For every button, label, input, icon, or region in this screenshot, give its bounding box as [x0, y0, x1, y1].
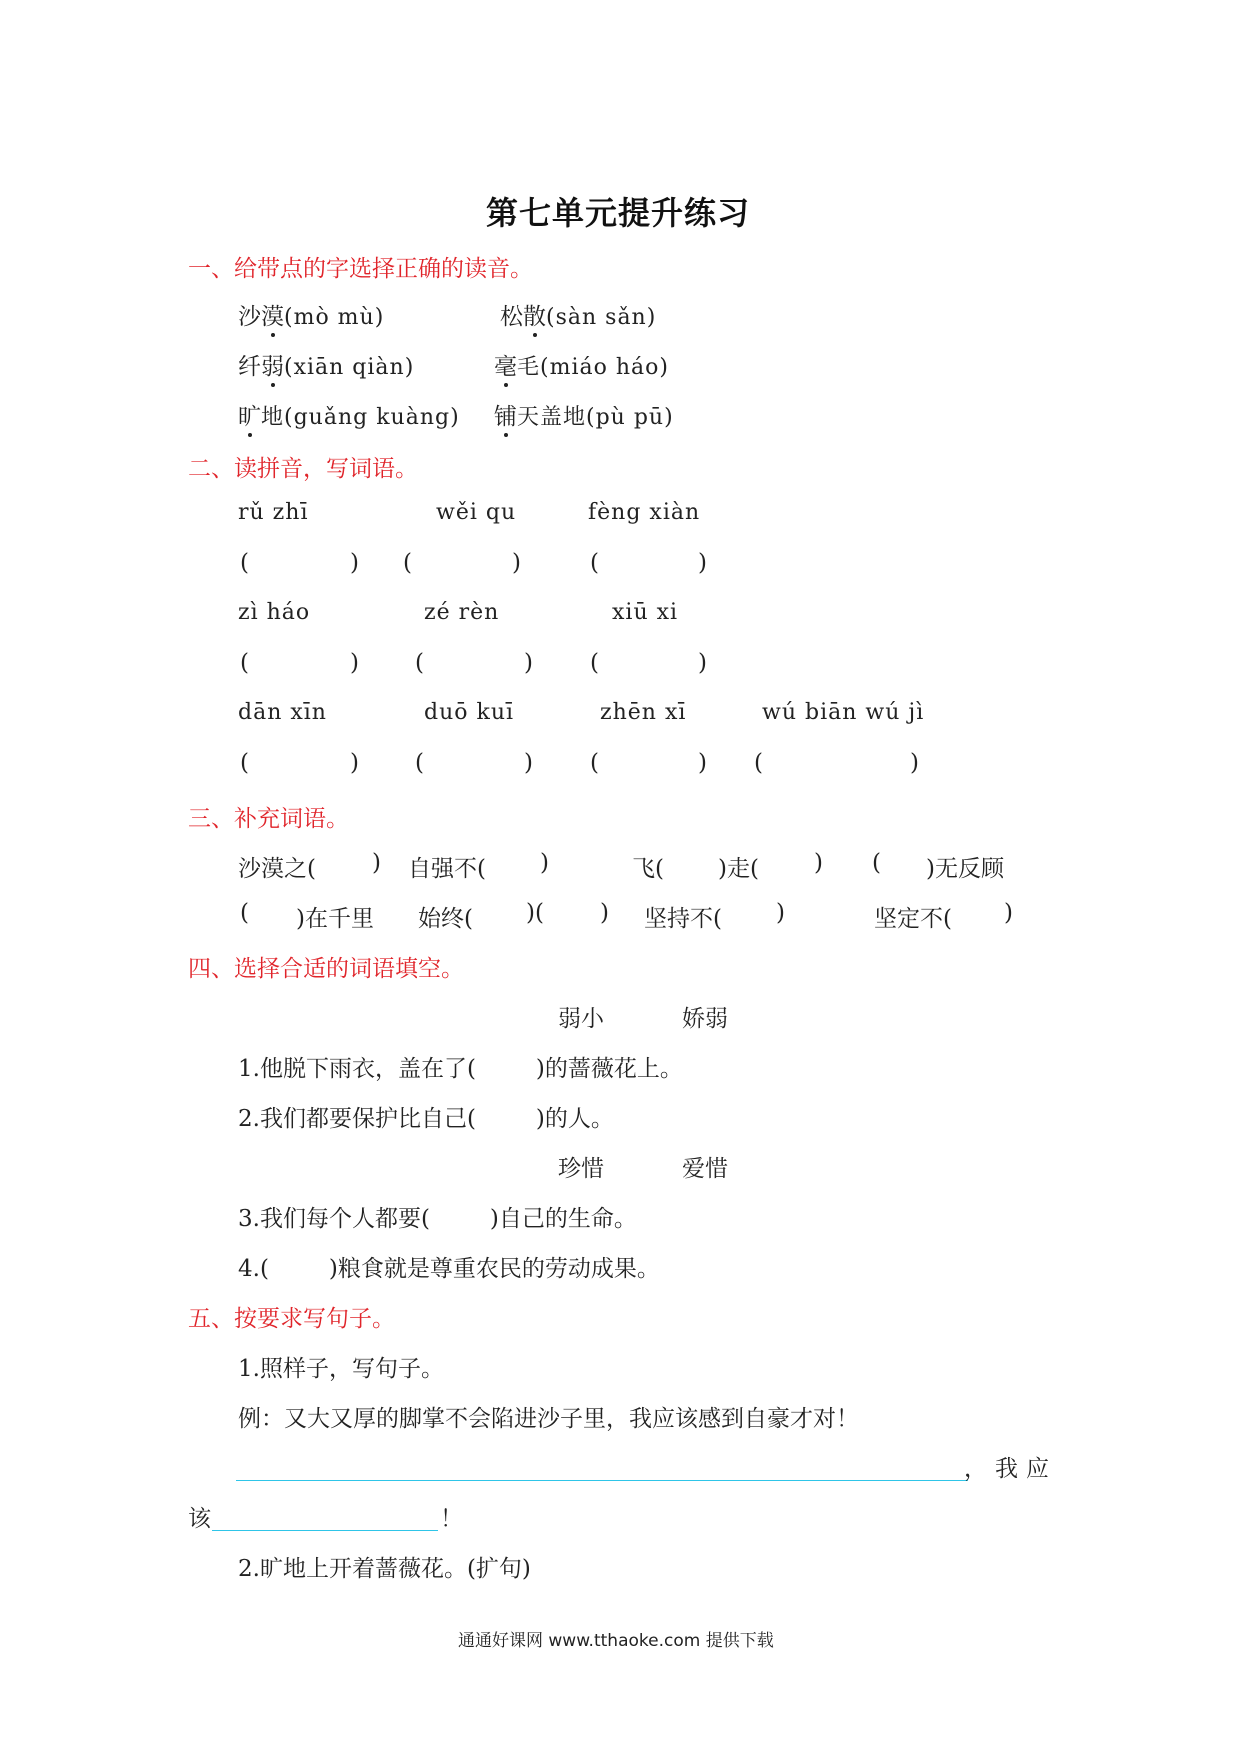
idiom-fragment: ) — [776, 900, 785, 926]
footer-source: 通通好课网 www.tthaoke.com 提供下载 — [458, 1631, 774, 1651]
answer-open-paren: ( — [590, 550, 599, 576]
answer-close-paren: ) — [910, 750, 919, 776]
pinyin-8: duō kuī — [424, 700, 515, 725]
idiom-fragment: 沙漠之( — [238, 856, 316, 882]
pron-item-5 — [238, 398, 460, 431]
idiom-fragment: 自强不( — [408, 856, 486, 882]
idiom-fragment: ) — [540, 850, 549, 876]
pinyin-6: xiū xi — [612, 600, 679, 625]
pinyin-3: fèng xiàn — [588, 500, 701, 525]
question-text: )的人。 — [535, 1106, 614, 1132]
answer-open-paren: ( — [240, 650, 249, 676]
question-1 — [238, 1050, 683, 1083]
pinyin-options: 毛(miáo háo) — [517, 355, 669, 380]
pinyin-options: (sàn sǎn) — [546, 305, 657, 330]
answer-open-paren: ( — [590, 750, 599, 776]
pinyin-4: zì háo — [238, 600, 311, 625]
word-choice: 爱惜 — [682, 1156, 728, 1182]
question-text: )自己的生命。 — [489, 1206, 637, 1232]
answer-open-paren: ( — [403, 550, 412, 576]
question-5-1: 1.照样子，写句子。 — [238, 1356, 444, 1382]
pinyin-1: rǔ zhī — [238, 500, 309, 525]
answer-line-1[interactable] — [236, 1480, 968, 1481]
dotted-char: 旷 — [238, 404, 261, 430]
dotted-char: 漠 — [261, 304, 284, 330]
item-text: 纤 — [238, 354, 261, 380]
dotted-char: 散 — [523, 304, 546, 330]
idiom-fragment: 坚持不( — [644, 906, 722, 932]
pinyin-7: dān xīn — [238, 700, 327, 725]
dotted-char: 毫 — [494, 354, 517, 380]
answer-open-paren: ( — [415, 650, 424, 676]
idiom-fragment: 始终( — [418, 906, 473, 932]
question-text: 4.( — [238, 1256, 269, 1282]
section-2-heading: 二、读拼音，写词语。 — [188, 456, 418, 482]
idiom-fragment: ) — [372, 850, 381, 876]
answer-open-paren: ( — [590, 650, 599, 676]
idiom-fragment: ( — [240, 900, 249, 926]
idiom-fragment: 坚定不( — [874, 906, 952, 932]
question-text: 3.我们每个人都要( — [238, 1206, 430, 1232]
answer-open-paren: ( — [415, 750, 424, 776]
word-choice: 弱小 — [558, 1006, 604, 1032]
dotted-char: 弱 — [261, 354, 284, 380]
answer-close-paren: ) — [698, 650, 707, 676]
answer-open-paren: ( — [240, 550, 249, 576]
page-title: 第七单元提升练习 — [486, 194, 751, 232]
question-text: )的蔷薇花上。 — [535, 1056, 683, 1082]
idiom-fragment: )走( — [718, 856, 759, 882]
question-4 — [238, 1250, 660, 1283]
section-5-heading: 五、按要求写句子。 — [188, 1306, 395, 1332]
idiom-fragment: )( — [526, 900, 544, 926]
pron-item-2 — [500, 298, 656, 331]
answer-close-paren: ) — [524, 650, 533, 676]
section-3-heading: 三、补充词语。 — [188, 806, 349, 832]
pinyin-options: 天盖地(pù pū) — [517, 405, 674, 430]
word-choice: 珍惜 — [558, 1156, 604, 1182]
question-text: )粮食就是尊重农民的劳动成果。 — [328, 1256, 660, 1282]
pinyin-options: 地(guǎng kuàng) — [261, 405, 460, 430]
pron-item-3 — [238, 348, 414, 381]
question-3 — [238, 1200, 637, 1233]
answer-close-paren: ) — [698, 750, 707, 776]
item-text: 沙 — [238, 304, 261, 330]
item-text: 松 — [500, 304, 523, 330]
line-tail-text: ！ — [440, 1506, 463, 1532]
pinyin-options: (xiān qiàn) — [284, 355, 415, 380]
answer-close-paren: ) — [524, 750, 533, 776]
answer-close-paren: ) — [512, 550, 521, 576]
idiom-fragment: 飞( — [632, 856, 664, 882]
pinyin-10: wú biān wú jì — [762, 700, 925, 725]
answer-close-paren: ) — [350, 650, 359, 676]
answer-open-paren: ( — [754, 750, 763, 776]
pinyin-2: wěi qu — [436, 500, 517, 525]
question-text: 1.他脱下雨衣，盖在了( — [238, 1056, 476, 1082]
answer-open-paren: ( — [240, 750, 249, 776]
idiom-fragment: ) — [1004, 900, 1013, 926]
line-lead-text: 该 — [188, 1506, 211, 1532]
answer-close-paren: ) — [350, 550, 359, 576]
word-choice: 娇弱 — [682, 1006, 728, 1032]
section-1-heading: 一、给带点的字选择正确的读音。 — [188, 256, 533, 282]
question-5-2: 2.旷地上开着蔷薇花。(扩句) — [238, 1556, 531, 1582]
idiom-fragment: )在千里 — [296, 906, 374, 932]
pinyin-options: (mò mù) — [284, 305, 385, 330]
answer-close-paren: ) — [698, 550, 707, 576]
example-sentence: 例：又大又厚的脚掌不会陷进沙子里，我应该感到自豪才对！ — [238, 1406, 859, 1432]
pron-item-6 — [494, 398, 674, 431]
line-tail-text: ，我应 — [964, 1456, 1057, 1482]
idiom-fragment: )无反顾 — [926, 856, 1004, 882]
answer-close-paren: ) — [350, 750, 359, 776]
answer-line-2[interactable] — [212, 1530, 438, 1531]
pron-item-4 — [494, 348, 669, 381]
dotted-char: 铺 — [494, 404, 517, 430]
idiom-fragment: ( — [872, 850, 881, 876]
pron-item-1 — [238, 298, 384, 331]
question-text: 2.我们都要保护比自己( — [238, 1106, 476, 1132]
pinyin-9: zhēn xī — [600, 700, 687, 725]
pinyin-5: zé rèn — [424, 600, 500, 625]
question-2 — [238, 1100, 614, 1133]
idiom-fragment: ) — [814, 850, 823, 876]
idiom-fragment: ) — [600, 900, 609, 926]
section-4-heading: 四、选择合适的词语填空。 — [188, 956, 464, 982]
